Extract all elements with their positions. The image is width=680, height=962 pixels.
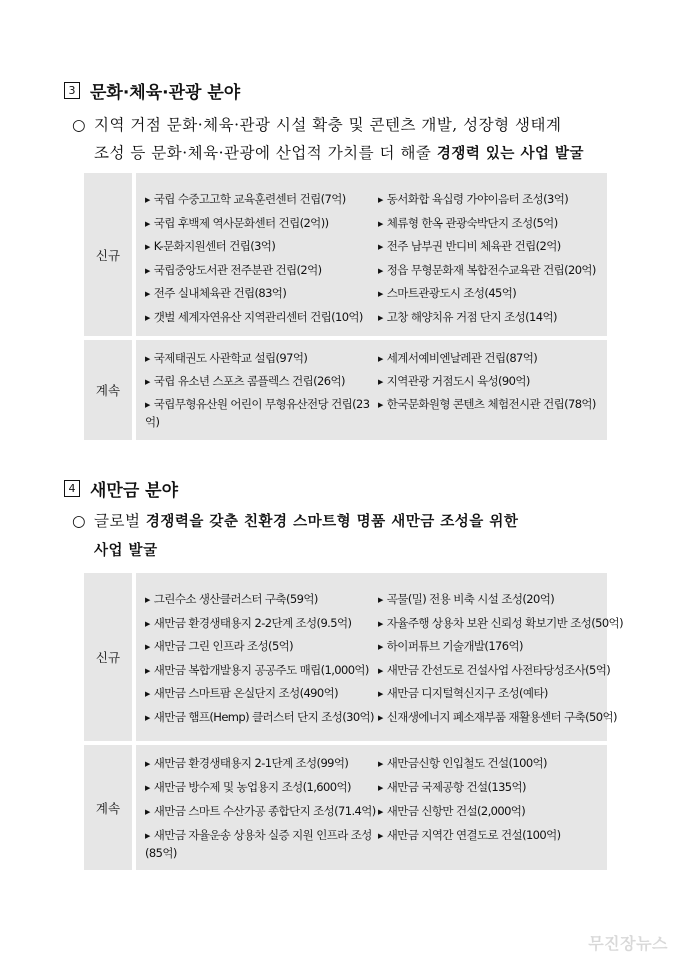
section4-cont-row xyxy=(84,745,607,870)
bullet-triangle-icon: ▶ xyxy=(378,760,383,768)
list-item xyxy=(378,262,596,280)
bullet-triangle-icon: ▶ xyxy=(378,266,383,275)
list-item-text: 새만금 디지털혁신지구 조성(예타) xyxy=(386,686,548,700)
list-item-text: 정읍 무형문화재 복합전수교육관 건립(20억) xyxy=(386,262,596,277)
list-item-text: 국립 후백제 역사문화센터 건립(2억)) xyxy=(153,215,329,230)
list-item-text: 동서화합 육십령 가야이음터 조성(3억) xyxy=(386,192,569,206)
bullet-triangle-icon: ▶ xyxy=(145,832,150,840)
list-item xyxy=(145,350,307,368)
list-item xyxy=(145,238,275,256)
list-item xyxy=(378,350,537,368)
bullet-triangle-icon: ▶ xyxy=(145,619,150,628)
list-item xyxy=(145,373,345,391)
list-item xyxy=(378,238,561,256)
section3-title-text: 문화·체육·관광 분야 xyxy=(90,83,241,103)
bullet-triangle-icon: ▶ xyxy=(378,832,383,840)
bullet-triangle-icon: ▶ xyxy=(378,313,383,322)
bullet-triangle-icon: ▶ xyxy=(145,808,150,816)
list-item-text: 새만금 환경생태용지 2-1단계 조성(99억) xyxy=(153,756,349,770)
row-label-new: 신규 xyxy=(84,573,132,741)
list-item-text: 새만금 방수제 및 농업용지 조성(1,600억) xyxy=(153,780,351,794)
list-item xyxy=(145,803,376,821)
bullet-triangle-icon: ▶ xyxy=(145,784,150,792)
list-item xyxy=(378,373,530,391)
list-item xyxy=(145,396,375,430)
section3-cont-row xyxy=(84,340,607,440)
list-item-text: 새만금 스마트팜 온실단지 조성(490억) xyxy=(153,686,339,700)
list-item-text: 국립중앙도서관 전주분관 건립(2억) xyxy=(153,262,322,277)
bullet-triangle-icon: ▶ xyxy=(378,196,383,204)
list-item xyxy=(145,591,318,609)
list-item xyxy=(378,191,568,209)
list-item-text: 새만금 간선도로 건설사업 사전타당성조사(5억) xyxy=(386,662,611,677)
bullet-triangle-icon: ▶ xyxy=(378,378,383,386)
list-item xyxy=(145,262,322,280)
bullet-triangle-icon: ▶ xyxy=(378,643,383,651)
list-item-text: 그린수소 생산클러스터 구축(59억) xyxy=(153,592,318,606)
section4-new-row xyxy=(84,573,623,741)
list-item-text: 하이퍼튜브 기술개발(176억) xyxy=(386,639,523,653)
list-item xyxy=(145,709,374,727)
bullet-triangle-icon: ▶ xyxy=(378,243,383,251)
list-item-text: 세계서예비엔날레관 건립(87억) xyxy=(386,351,538,365)
row-label-cont: 계속 xyxy=(84,340,132,440)
list-item-text: 국립 수중고고학 교육훈련센터 건립(7억) xyxy=(153,192,346,206)
bullet-triangle-icon: ▶ xyxy=(378,219,383,228)
bullet-triangle-icon: ▶ xyxy=(378,808,383,816)
bullet-triangle-icon: ▶ xyxy=(378,596,383,604)
list-item-text: 갯벌 세계자연유산 지역관리센터 건립(10억) xyxy=(153,309,363,324)
section3-new-row xyxy=(84,173,607,336)
bullet-triangle-icon: ▶ xyxy=(378,713,383,722)
list-item xyxy=(378,396,608,414)
list-item xyxy=(378,309,557,327)
list-item xyxy=(145,779,351,797)
row-label-new: 신규 xyxy=(84,173,132,336)
bullet-triangle-icon: ▶ xyxy=(378,690,383,698)
list-item xyxy=(145,685,338,703)
bullet-triangle-icon: ▶ xyxy=(145,760,150,768)
list-item xyxy=(378,615,623,633)
bullet-triangle-icon: ▶ xyxy=(378,355,383,363)
watermark-logo: 무진장뉴스 xyxy=(588,934,668,953)
bullet-triangle-icon: ▶ xyxy=(378,290,383,298)
bullet-triangle-icon: ▶ xyxy=(145,596,150,604)
list-item xyxy=(378,215,558,233)
bullet-triangle-icon: ▶ xyxy=(145,713,150,722)
list-item xyxy=(378,591,554,609)
bullet-triangle-icon: ▶ xyxy=(145,266,150,275)
list-item xyxy=(145,285,286,303)
list-item-text: 새만금 지역간 연결도로 건설(100억) xyxy=(386,828,561,842)
list-item-text: 전주 실내체육관 건립(83억) xyxy=(153,286,287,300)
list-item-text: 새만금 국제공항 건설(135억) xyxy=(386,780,526,794)
section4-cont-cell xyxy=(136,745,607,870)
bullet-triangle-icon: ▶ xyxy=(378,666,383,675)
list-item-text: 전주 남부권 반디비 체육관 건립(2억) xyxy=(386,239,561,253)
list-item xyxy=(378,827,608,845)
bullet-triangle-icon: ▶ xyxy=(145,643,150,651)
highlight-text: 경쟁력 있는 사업 발굴 xyxy=(436,146,585,162)
bullet-triangle-icon: ▶ xyxy=(378,784,383,792)
list-item-text: 새만금신항 인입철도 건설(100억) xyxy=(386,756,547,770)
bullet-triangle-icon: ▶ xyxy=(145,290,150,298)
section4-title xyxy=(64,476,178,501)
section3-cont-cell xyxy=(136,340,607,440)
list-item-text: 새만금 스마트 수산가공 종합단지 조성(71.4억) xyxy=(153,804,376,818)
list-item xyxy=(145,309,363,327)
bullet-triangle-icon: ▶ xyxy=(145,355,150,363)
list-item xyxy=(145,191,346,209)
list-item-text: 자율주행 상용차 보완 신뢰성 확보기반 조성(50억) xyxy=(386,615,623,630)
section4-new-cell xyxy=(136,573,623,741)
list-item-text: 국립무형유산원 어린이 무형유산전당 건립(23억) xyxy=(145,397,370,429)
list-item xyxy=(378,803,525,821)
bullet-triangle-icon: ▶ xyxy=(145,219,150,228)
bullet-triangle-icon: ▶ xyxy=(145,666,150,675)
list-item xyxy=(145,638,293,656)
bullet-triangle-icon: ▶ xyxy=(378,401,383,409)
list-item-text: 지역관광 거점도시 육성(90억) xyxy=(386,374,530,388)
section3-title xyxy=(64,78,240,103)
list-item-text: 새만금 그린 인프라 조성(5억) xyxy=(153,639,294,653)
list-item-text: 새만금 환경생태용지 2-2단계 조성(9.5억) xyxy=(153,615,352,630)
highlight-text: 경쟁력을 갖춘 친환경 스마트형 명품 새만금 조성을 위한 xyxy=(145,514,519,530)
list-item xyxy=(378,638,523,656)
bullet-triangle-icon: ▶ xyxy=(145,313,150,322)
list-item xyxy=(145,215,328,233)
bullet-triangle-icon: ▶ xyxy=(145,243,150,251)
list-item xyxy=(145,662,369,680)
list-item xyxy=(378,755,547,773)
section4-title-text: 새만금 분야 xyxy=(90,481,179,501)
list-item-text: 체류형 한옥 관광숙박단지 조성(5억) xyxy=(386,215,558,230)
list-item-text: 신재생에너지 폐소재부품 재활용센터 구축(50억) xyxy=(386,709,617,724)
bullet-triangle-icon: ▶ xyxy=(145,196,150,204)
list-item xyxy=(378,285,516,303)
section3-new-cell xyxy=(136,173,607,336)
list-item-text: K-문화지원센터 건립(3억) xyxy=(153,239,276,253)
bullet-circle-icon: ○ xyxy=(72,512,87,530)
list-item xyxy=(145,827,375,861)
list-item-text: 국립 유소년 스포츠 콤플렉스 건립(26억) xyxy=(153,374,345,388)
bullet-triangle-icon: ▶ xyxy=(145,401,150,409)
list-item xyxy=(145,615,351,633)
bullet-triangle-icon: ▶ xyxy=(145,378,150,386)
list-item-text: 새만금 복합개발용지 공공주도 매립(1,000억) xyxy=(153,662,369,677)
section3-number: 3 xyxy=(64,82,80,99)
list-item-text: 스마트관광도시 조성(45억) xyxy=(386,286,517,300)
section3-paragraph: ○ 지역 거점 문화·체육·관광 시설 확충 및 콘텐츠 개발, 성장형 생태계 조성 등 문화·체육·관광에 산업적 가치를 더 해줄 경쟁력 있는 사업 발굴 xyxy=(72,111,617,168)
list-item-text: 곡물(밀) 전용 비축 시설 조성(20억) xyxy=(386,592,555,606)
list-item-text: 국제태권도 사관학교 설립(97억) xyxy=(153,351,308,365)
list-item xyxy=(145,755,348,773)
section4-paragraph: ○ 글로벌 경쟁력을 갖춘 친환경 스마트형 명품 새만금 조성을 위한 사업 발굴 xyxy=(72,507,617,565)
list-item-text: 새만금 신항만 건설(2,000억) xyxy=(386,804,526,818)
section4-number: 4 xyxy=(64,480,80,497)
list-item-text: 한국문화원형 콘텐츠 체험전시관 건립(78억) xyxy=(386,397,596,411)
list-item-text: 새만금 자율운송 상용차 실증 지원 인프라 조성(85억) xyxy=(145,828,372,860)
list-item xyxy=(378,709,617,727)
row-label-cont: 계속 xyxy=(84,745,132,870)
list-item-text: 새만금 햄프(Hemp) 클러스터 단지 조성(30억) xyxy=(153,709,374,724)
list-item xyxy=(378,779,526,797)
bullet-triangle-icon: ▶ xyxy=(378,619,383,628)
bullet-circle-icon: ○ xyxy=(72,116,87,134)
list-item xyxy=(378,685,548,703)
list-item-text: 고창 해양치유 거점 단지 조성(14억) xyxy=(386,309,557,324)
list-item xyxy=(378,662,610,680)
bullet-triangle-icon: ▶ xyxy=(145,690,150,698)
